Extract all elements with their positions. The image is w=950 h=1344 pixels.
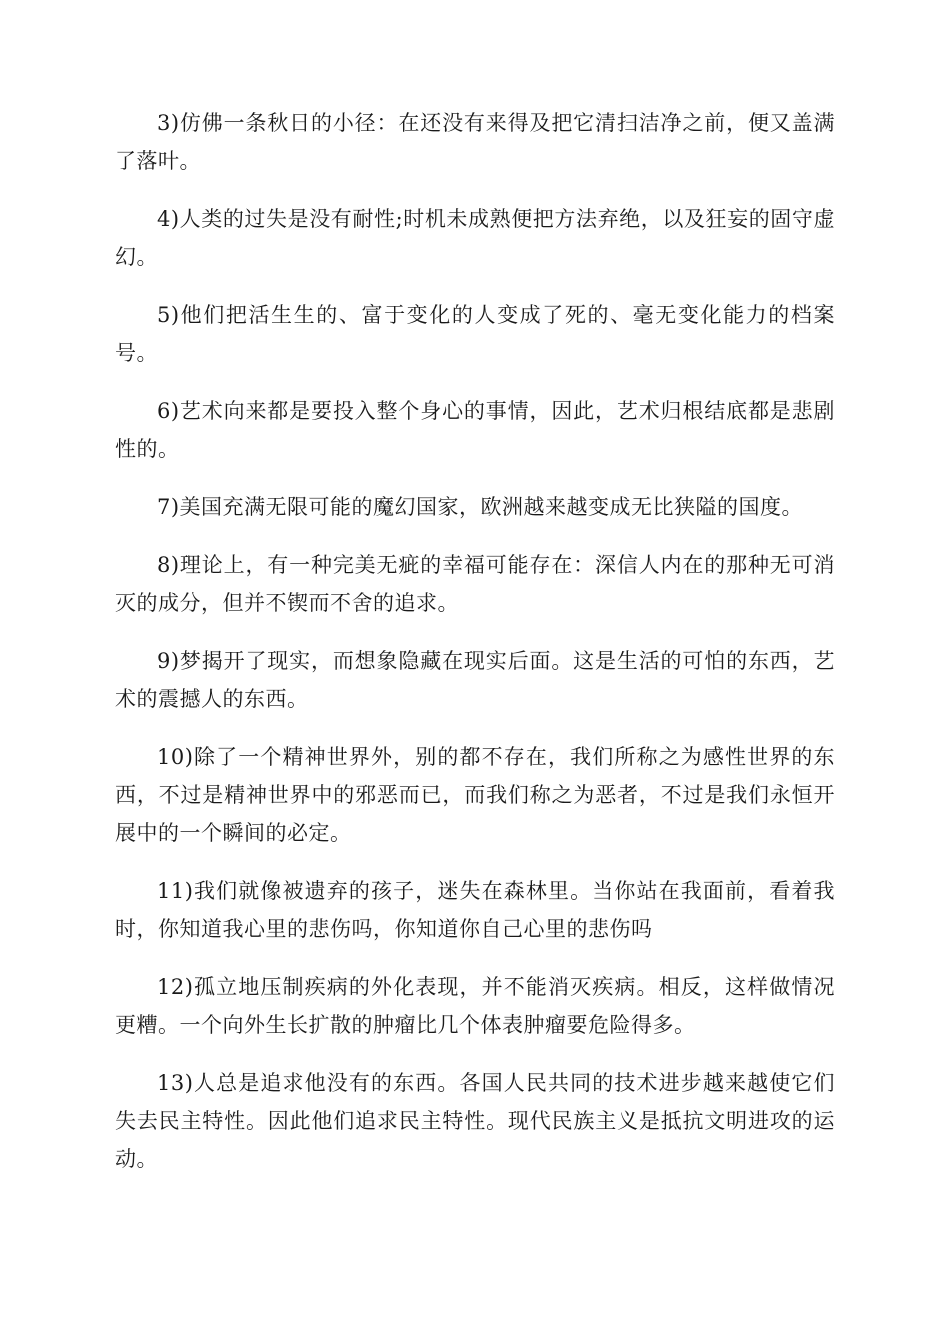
paragraph-9: 9)梦揭开了现实，而想象隐藏在现实后面。这是生活的可怕的东西，艺术的震撼人的东西。: [115, 649, 835, 711]
paragraph-13: 13)人总是追求他没有的东西。各国人民共同的技术进步越来越使它们失去民主特性。因此他们追求民主特性。现代民族主义是抵抗文明进攻的运动。: [115, 1071, 835, 1171]
paragraph-8: 8)理论上，有一种完美无疵的幸福可能存在：深信人内在的那种无可消灭的成分，但并不锲而不舍的追求。: [115, 553, 835, 615]
paragraph-5: 5)他们把活生生的、富于变化的人变成了死的、毫无变化能力的档案号。: [115, 303, 835, 365]
paragraph-10: 10)除了一个精神世界外，别的都不存在，我们所称之为感性世界的东西，不过是精神世界中的邪恶而已，而我们称之为恶者，不过是我们永恒开展中的一个瞬间的必定。: [115, 745, 835, 845]
paragraph-6: 6)艺术向来都是要投入整个身心的事情，因此，艺术归根结底都是悲剧性的。: [115, 399, 835, 461]
paragraph-11: 11)我们就像被遗弃的孩子，迷失在森林里。当你站在我面前，看着我时，你知道我心里的悲伤吗，你知道你自己心里的悲伤吗: [115, 879, 835, 941]
paragraph-3: 3)仿佛一条秋日的小径：在还没有来得及把它清扫洁净之前，便又盖满了落叶。: [115, 111, 835, 173]
paragraph-4: 4)人类的过失是没有耐性;时机未成熟便把方法弃绝，以及狂妄的固守虚幻。: [115, 207, 835, 269]
paragraph-12: 12)孤立地压制疾病的外化表现，并不能消灭疾病。相反，这样做情况更糟。一个向外生长扩散的肿瘤比几个体表肿瘤要危险得多。: [115, 975, 835, 1037]
document-page: [115, 104, 835, 1198]
paragraph-7: 7)美国充满无限可能的魔幻国家，欧洲越来越变成无比狭隘的国度。: [157, 495, 804, 519]
